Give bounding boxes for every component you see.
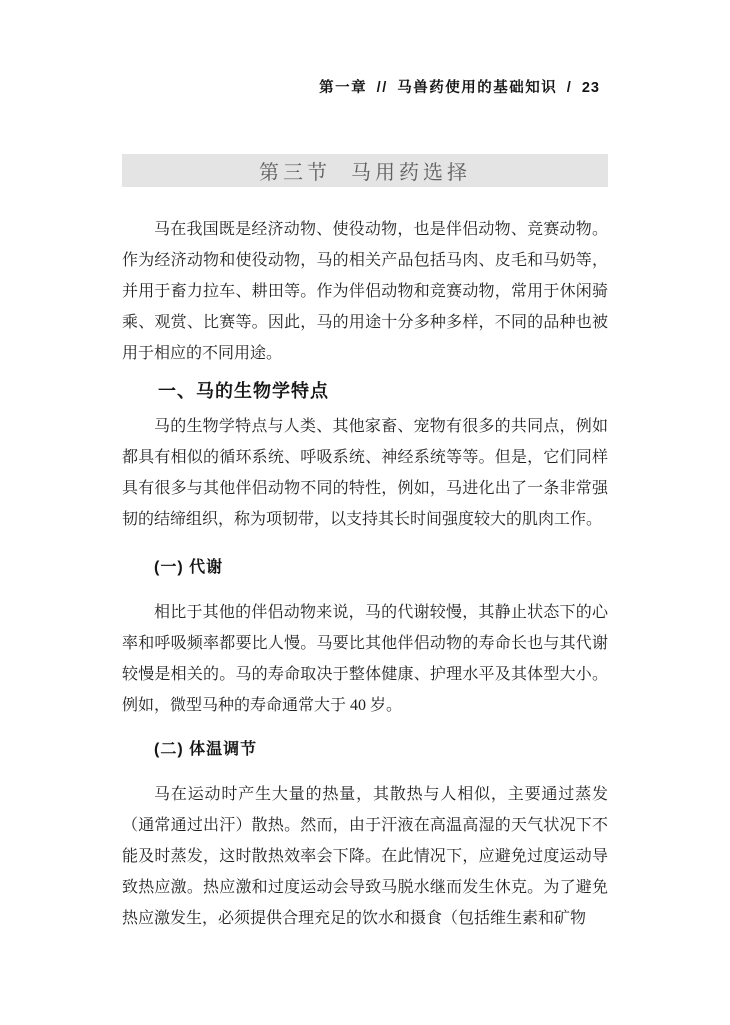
page-content bbox=[122, 0, 608, 934]
subheading-thermoregulation: (二) 体温调节 bbox=[154, 741, 258, 758]
intro-paragraph: 马在我国既是经济动物、使役动物，也是伴侣动物、竞赛动物。作为经济动物和使役动物，马的相关产品包括马肉、皮毛和马奶等，并用于畜力拉车、耕田等。作为伴侣动物和竞赛动物，常用于休闲骑乘、观赏、比赛等。因此，马的用途十分多种多样，不同的品种也被用于相应的不同用途。 bbox=[122, 221, 608, 362]
section-label: 第三节 bbox=[259, 162, 331, 184]
chapter-label: 第一章 bbox=[319, 80, 368, 96]
section-title: 马用药选择 bbox=[351, 162, 471, 184]
page-number-separator: / bbox=[566, 80, 573, 96]
header-separator: // bbox=[376, 80, 388, 96]
section-banner bbox=[122, 154, 608, 187]
body-paragraph-metabolism: 相比于其他的伴侣动物来说，马的代谢较慢，其静止状态下的心率和呼吸频率都要比人慢。马要比其他伴侣动物的寿命长也与其代谢较慢是相关的。马的寿命取决于整体健康、护理水平及其体型大小。例如，微型马种的寿命通常大于 40 岁。 bbox=[122, 604, 608, 714]
running-header bbox=[122, 78, 608, 98]
subheading-metabolism: (一) 代谢 bbox=[154, 559, 224, 576]
body-paragraph-biological: 马的生物学特点与人类、其他家畜、宠物有很多的共同点，例如都具有相似的循环系统、呼吸系统、神经系统等等。但是，它们同样具有很多与其他伴侣动物不同的特性，例如，马进化出了一条非常强韧的结缔组织，称为项韧带，以支持其长时间强度较大的肌肉工作。 bbox=[122, 418, 608, 528]
page-number: 23 bbox=[581, 80, 600, 96]
body-paragraph-thermoregulation: 马在运动时产生大量的热量，其散热与人相似，主要通过蒸发（通常通过出汗）散热。然而，由于汗液在高温高湿的天气状况下不能及时蒸发，这时散热效率会下降。在此情况下，应避免过度运动导致热应激。热应激和过度运动会导致马脱水继而发生休克。为了避免热应激发生，必须提供合理充足的饮水和摄食（包括维生素和矿物 bbox=[122, 786, 608, 927]
heading-biological-characteristics: 一、马的生物学特点 bbox=[158, 381, 329, 401]
book-title: 马兽药使用的基础知识 bbox=[397, 80, 558, 96]
